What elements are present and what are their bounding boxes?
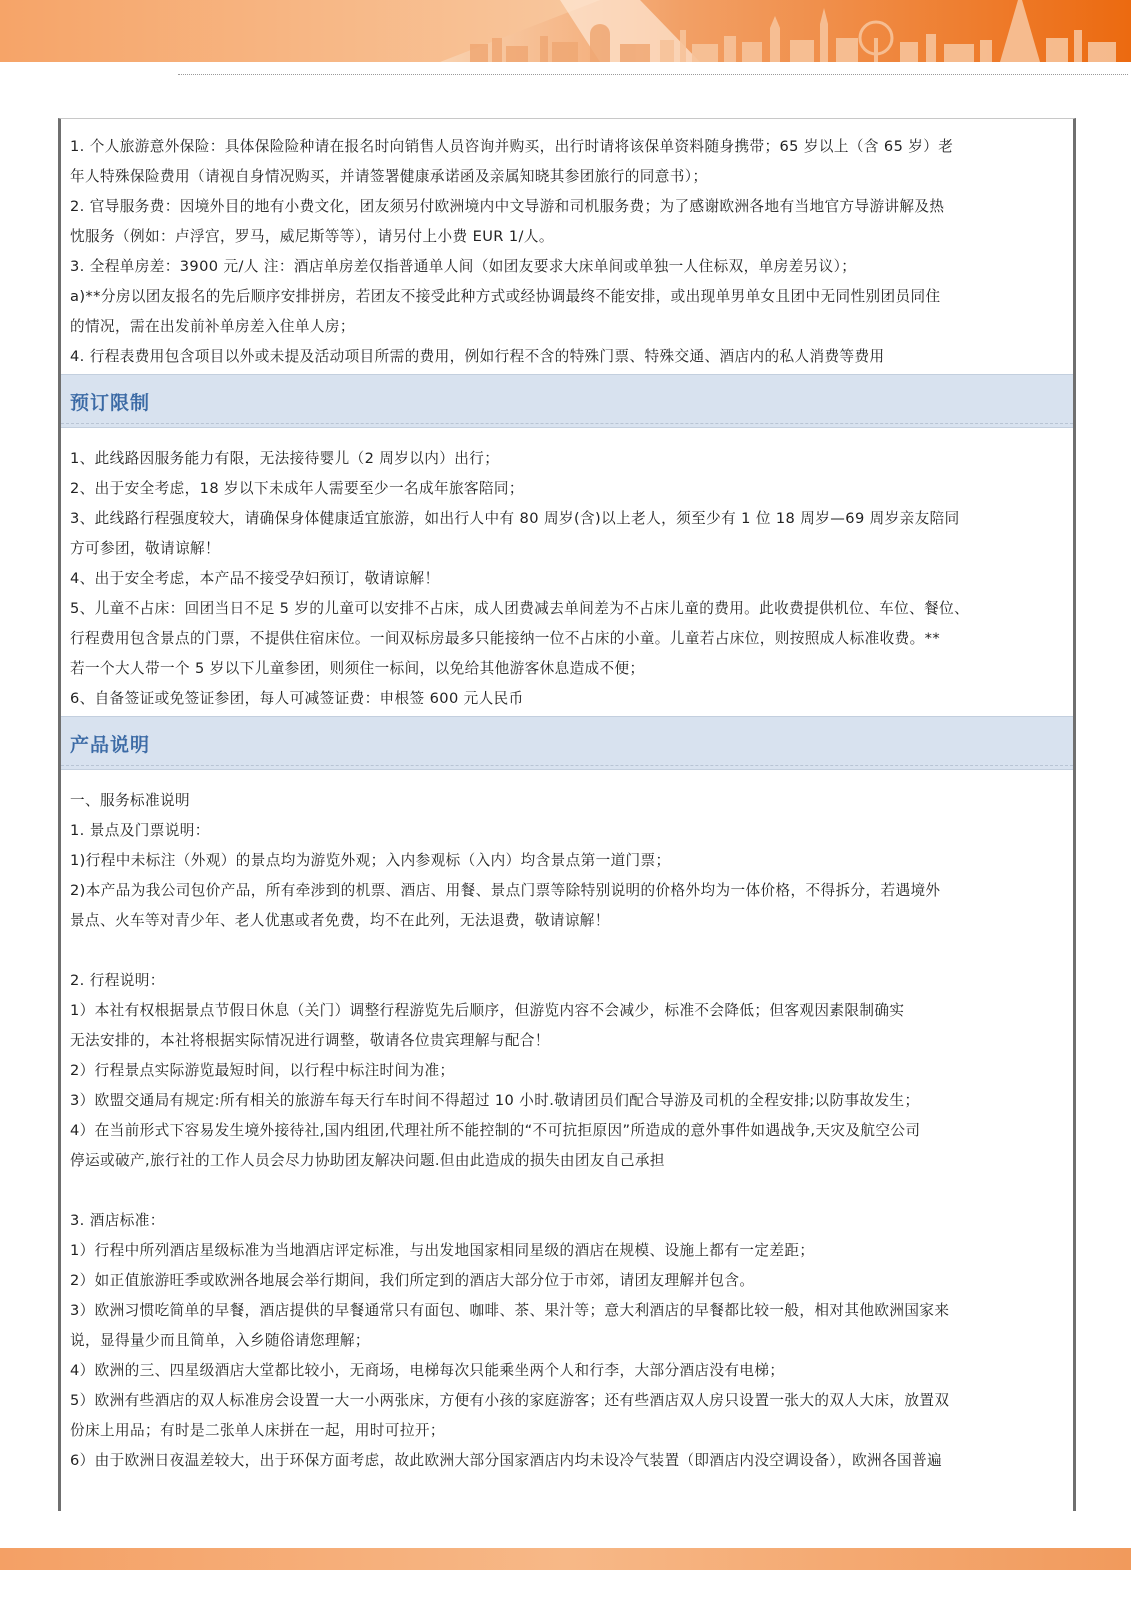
text-line: 5）欧洲有些酒店的双人标准房会设置一大一小两张床，方便有小孩的家庭游客；还有些酒店双人房只设置一张大的双人大床，放置双	[70, 1392, 950, 1409]
text-line: 6）由于欧洲日夜温差较大，出于环保方面考虑，故此欧洲大部分国家酒店内均未设冷气装置（即酒店内没空调设备），欧洲各国普遍	[70, 1452, 943, 1469]
booking-restrictions-block	[61, 436, 1073, 714]
section-title: 产品说明	[70, 734, 151, 756]
section-header-product	[61, 716, 1073, 770]
text-line: 4）在当前形式下容易发生境外接待社,国内组团,代理社所不能控制的“不可抗拒原因”所造成的意外事件如遇战争,天灾及航空公司	[70, 1122, 921, 1139]
text-line: 行程费用包含景点的门票，不提供住宿床位。一间双标房最多只能接纳一位不占床的小童。儿童若占床位，则按照成人标准收费。**	[70, 630, 941, 647]
text-line: 一、服务标准说明	[70, 792, 190, 809]
text-line: 1）行程中所列酒店星级标准为当地酒店评定标准，与出发地国家相同星级的酒店在规模、设施上都有一定差距；	[70, 1242, 815, 1259]
text-line: 4）欧洲的三、四星级酒店大堂都比较小，无商场，电梯每次只能乘坐两个人和行李，大部分酒店没有电梯；	[70, 1362, 785, 1379]
text-line: 方可参团，敬请谅解！	[70, 540, 220, 557]
blank-line	[70, 936, 1063, 966]
footer-stripe-graphic	[0, 1548, 1131, 1600]
text-line: 4、出于安全考虑，本产品不接受孕妇预订，敬请谅解！	[70, 570, 440, 587]
text-line: 的情况，需在出发前补单房差入住单人房；	[70, 318, 355, 335]
text-line: 1、此线路因服务能力有限，无法接待婴儿（2 周岁以内）出行；	[70, 450, 500, 467]
text-line: 忱服务（例如：卢浮宫，罗马，威尼斯等等），请另付上小费 EUR 1/人。	[70, 228, 554, 245]
text-line: 2. 官导服务费：因境外目的地有小费文化，团友须另付欧洲境内中文导游和司机服务费；为了感谢欧洲各地有当地官方导游讲解及热	[70, 198, 945, 215]
text-line: 年人特殊保险费用（请视自身情况购买，并请签署健康承诺函及亲属知晓其参团旅行的同意书）；	[70, 168, 708, 185]
text-line: 6、自备签证或免签证参团，每人可减签证费：申根签 600 元人民币	[70, 690, 524, 707]
skyline-banner-graphic	[0, 0, 1131, 62]
section-title: 预订限制	[70, 392, 151, 414]
text-line: 2. 行程说明：	[70, 972, 165, 989]
content-frame	[58, 118, 1076, 1511]
product-description-block	[61, 778, 1073, 1476]
text-line: 1. 景点及门票说明：	[70, 822, 210, 839]
text-line: 5、儿童不占床：回团当日不足 5 岁的儿童可以安排不占床，成人团费减去单间差为不占床儿童的费用。此收费提供机位、车位、餐位、	[70, 600, 970, 617]
text-line: 3、此线路行程强度较大，请确保身体健康适宜旅游，如出行人中有 80 周岁(含)以上老人，须至少有 1 位 18 周岁—69 周岁亲友陪同	[70, 510, 960, 527]
text-line: 2）行程景点实际游览最短时间，以行程中标注时间为准；	[70, 1062, 455, 1079]
blank-line	[70, 1176, 1063, 1206]
text-line: 1）本社有权根据景点节假日休息（关门）调整行程游览先后顺序，但游览内容不会减少，标准不会降低；但客观因素限制确实	[70, 1002, 905, 1019]
text-line: 3）欧盟交通局有规定:所有相关的旅游车每天行车时间不得超过 10 小时.敬请团员们配合导游及司机的全程安排;以防事故发生；	[70, 1092, 920, 1109]
fee-notes-block	[61, 119, 1073, 372]
text-line: 3. 酒店标准：	[70, 1212, 165, 1229]
text-line: 说，显得量少而且简单，入乡随俗请您理解；	[70, 1332, 370, 1349]
text-line: 2)本产品为我公司包价产品，所有牵涉到的机票、酒店、用餐、景点门票等除特别说明的价格外均为一体价格，不得拆分，若遇境外	[70, 882, 941, 899]
text-line: 无法安排的，本社将根据实际情况进行调整，敬请各位贵宾理解与配合！	[70, 1032, 550, 1049]
text-line: 2）如正值旅游旺季或欧洲各地展会举行期间，我们所定到的酒店大部分位于市郊，请团友理解并包含。	[70, 1272, 755, 1289]
text-line: 2、出于安全考虑，18 岁以下未成年人需要至少一名成年旅客陪同；	[70, 480, 524, 497]
text-line: 4. 行程表费用包含项目以外或未提及活动项目所需的费用，例如行程不含的特殊门票、特殊交通、酒店内的私人消费等费用	[70, 348, 885, 365]
text-line: 1)行程中未标注（外观）的景点均为游览外观；入内参观标（入内）均含景点第一道门票；	[70, 852, 671, 869]
text-line: a)**分房以团友报名的先后顺序安排拼房，若团友不接受此种方式或经协调最终不能安排，或出现单男单女且团中无同性别团员同住	[70, 288, 941, 305]
text-line: 若一个大人带一个 5 岁以下儿童参团，则须住一标间，以免给其他游客休息造成不便；	[70, 660, 645, 677]
header-banner	[0, 0, 1131, 62]
text-line: 停运或破产,旅行社的工作人员会尽力协助团友解决问题.但由此造成的损失由团友自己承担	[70, 1152, 665, 1169]
header-divider	[178, 74, 1128, 75]
text-line: 3. 全程单房差：3900 元/人 注：酒店单房差仅指普通单人间（如团友要求大床单间或单独一人住标双，单房差另议）；	[70, 258, 857, 275]
text-line: 3）欧洲习惯吃简单的早餐，酒店提供的早餐通常只有面包、咖啡、茶、果汁等；意大利酒店的早餐都比较一般，相对其他欧洲国家来	[70, 1302, 950, 1319]
text-line: 景点、火车等对青少年、老人优惠或者免费，均不在此列，无法退费，敬请谅解！	[70, 912, 610, 929]
footer-banner	[0, 1548, 1131, 1600]
section-header-booking	[61, 374, 1073, 428]
text-line: 1. 个人旅游意外保险：具体保险险种请在报名时向销售人员咨询并购买，出行时请将该保单资料随身携带；65 岁以上（含 65 岁）老	[70, 138, 954, 155]
text-line: 份床上用品；有时是二张单人床拼在一起，用时可拉开；	[70, 1422, 445, 1439]
